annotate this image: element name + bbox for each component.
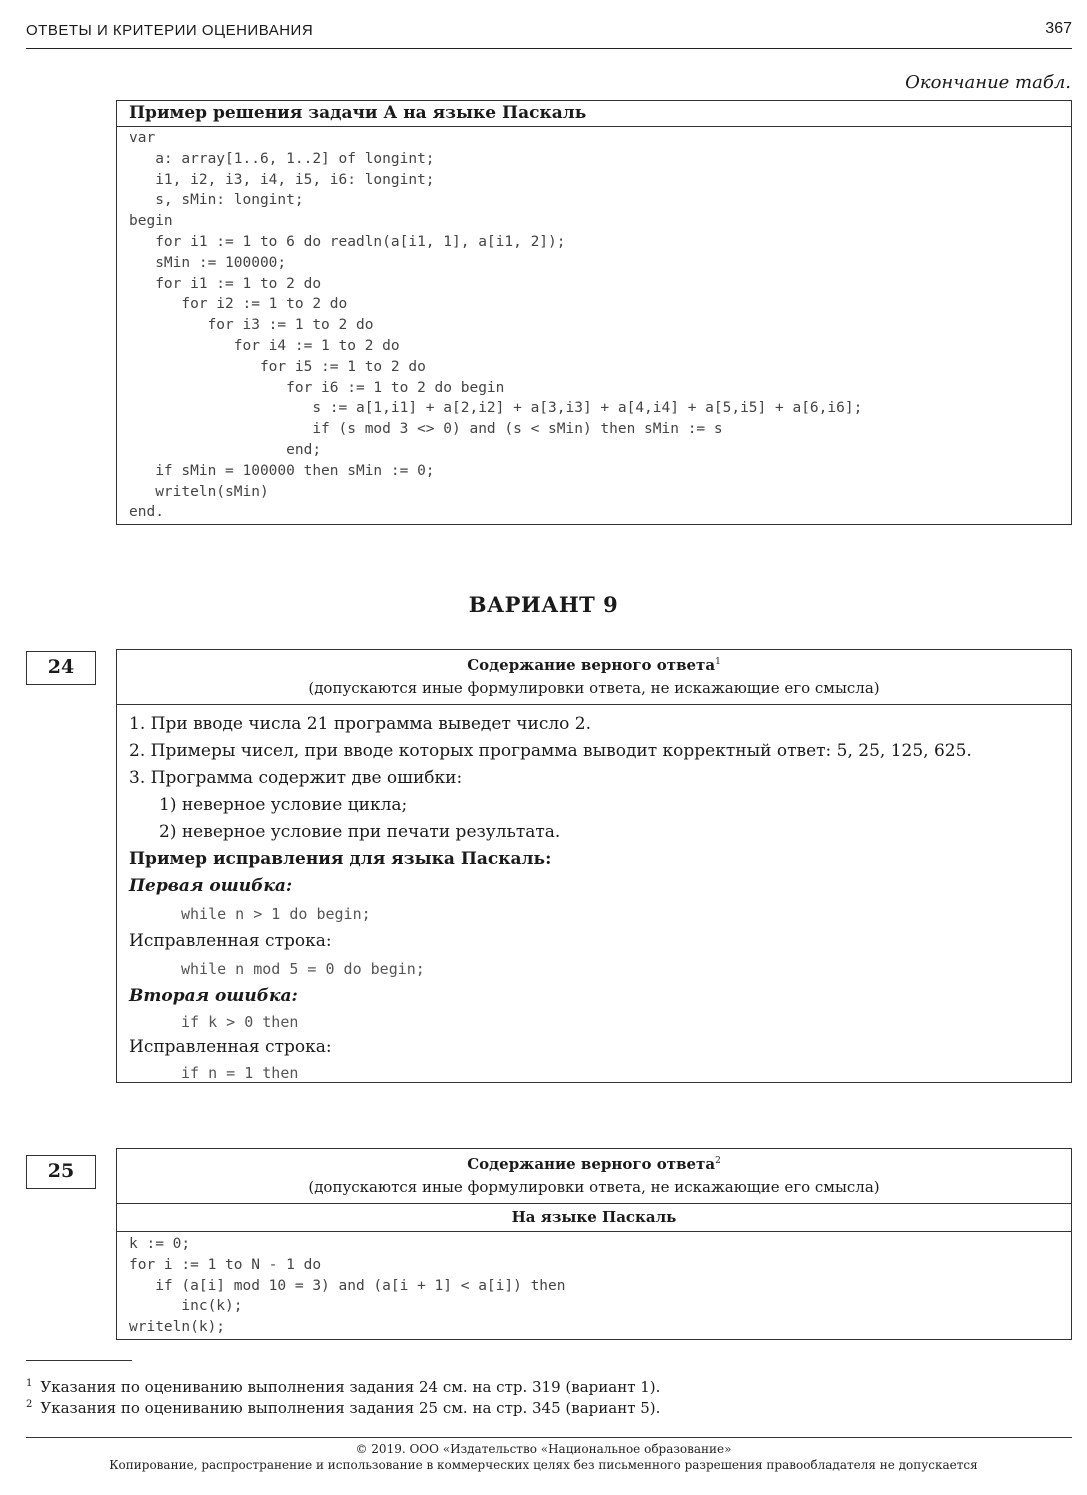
answer-item-3: 3. Программа содержит две ошибки: [129,768,463,788]
task-25-header-title: Содержание верного ответа [467,1155,716,1173]
pascal-example-table [116,100,1072,525]
answer-item-2: 2. Примеры чисел, при вводе которых программа выводит корректный ответ: 5, 25, 125, 625. [129,741,972,761]
task-25-language-label: На языке Паскаль [117,1204,1071,1232]
first-fix-code: while n mod 5 = 0 do begin; [181,960,425,978]
answer-item-1: 1. При вводе числа 21 программа выведет число 2. [129,714,592,734]
task-24-body [117,705,1071,1085]
first-error-code: while n > 1 do begin; [181,905,371,923]
variant-title: ВАРИАНТ 9 [468,592,619,617]
task-24-header-subtitle: (допускаются иные формулировки ответа, не искажающие его смысла) [308,679,880,697]
footnote-ref-1: 1 [715,657,721,667]
first-error-label: Первая ошибка: [129,876,293,896]
task-number-25: 25 [26,1155,96,1189]
corrected-line-label-1: Исправленная строка: [129,931,332,951]
table-caption: Окончание табл. [905,72,1071,93]
answer-sub-item-2: 2) неверное условие при печати результата. [159,822,561,842]
task-24-header-title: Содержание верного ответа [467,656,716,674]
second-fix-code: if n = 1 then [181,1064,299,1082]
footer-notice: Копирование, распространение и использование в коммерческих целях без письменного разрешения правообладателя не допускается [109,1458,978,1472]
footer-divider [26,1437,1072,1438]
footnote-2 [26,1398,660,1419]
footnote-text-2: Указания по оцениванию выполнения задания 25 см. на стр. 345 (вариант 5). [40,1399,661,1417]
pascal-example-code: var a: array[1..6, 1..2] of longint; i1, i2, i3, i4, i5, i6: longint; s, sMin: longint; begin for i1 := 1 to 6 do readln(a[i1, 1], a[i1, 2]); sMin := 100000; for i1 := 1 to 2 do for i2 := 1 to 2 do for i3 := 1 to 2 do for i4 := 1 to 2 do for i5 := 1 to 2 do for i6 := 1 to 2 do begin s := a[1,i1] + a[2,i2] + a[3,i3] + a[4,i4] + a[5,i5] + a[6,i6]; if (s mod 3 <> 0) and (s < sMin) then sMin := s end; if sMin = 100000 then sMin := 0; writeln(sMin) end. [129,130,863,521]
footnote-1 [26,1377,660,1398]
footer-copyright: © 2019. ООО «Издательство «Национальное образование» [355,1442,732,1456]
task-25-code: k := 0; for i := 1 to N - 1 do if (a[i] mod 10 = 3) and (a[i + 1] < a[i]) then inc(k); writeln(k); [129,1236,566,1336]
task-24-header [117,650,1071,705]
footnote-mark-2: 2 [26,1399,33,1410]
second-error-label: Вторая ошибка: [129,986,298,1006]
answer-sub-item-1: 1) неверное условие цикла; [159,795,408,815]
footnote-text-1: Указания по оцениванию выполнения задания 24 см. на стр. 319 (вариант 1). [40,1378,661,1396]
second-error-code: if k > 0 then [181,1013,299,1031]
footnote-divider [26,1360,132,1361]
task-number-24: 24 [26,651,96,685]
task-24-answer-table [116,649,1072,1083]
running-title: ОТВЕТЫ И КРИТЕРИИ ОЦЕНИВАНИЯ [26,22,314,39]
task-25-header [117,1149,1071,1204]
running-head [26,18,1072,49]
page-footer [0,1441,1087,1473]
footnotes [26,1377,660,1419]
footnote-ref-2: 2 [715,1156,721,1166]
task-25-header-subtitle: (допускаются иные формулировки ответа, не искажающие его смысла) [308,1178,880,1196]
pascal-example-title: Пример решения задачи А на языке Паскаль [117,101,1071,127]
footnote-mark-1: 1 [26,1378,33,1389]
corrected-line-label-2: Исправленная строка: [129,1037,332,1057]
page-number: 367 [1045,20,1072,37]
correction-example-label: Пример исправления для языка Паскаль: [129,849,552,869]
task-25-answer-table [116,1148,1072,1340]
